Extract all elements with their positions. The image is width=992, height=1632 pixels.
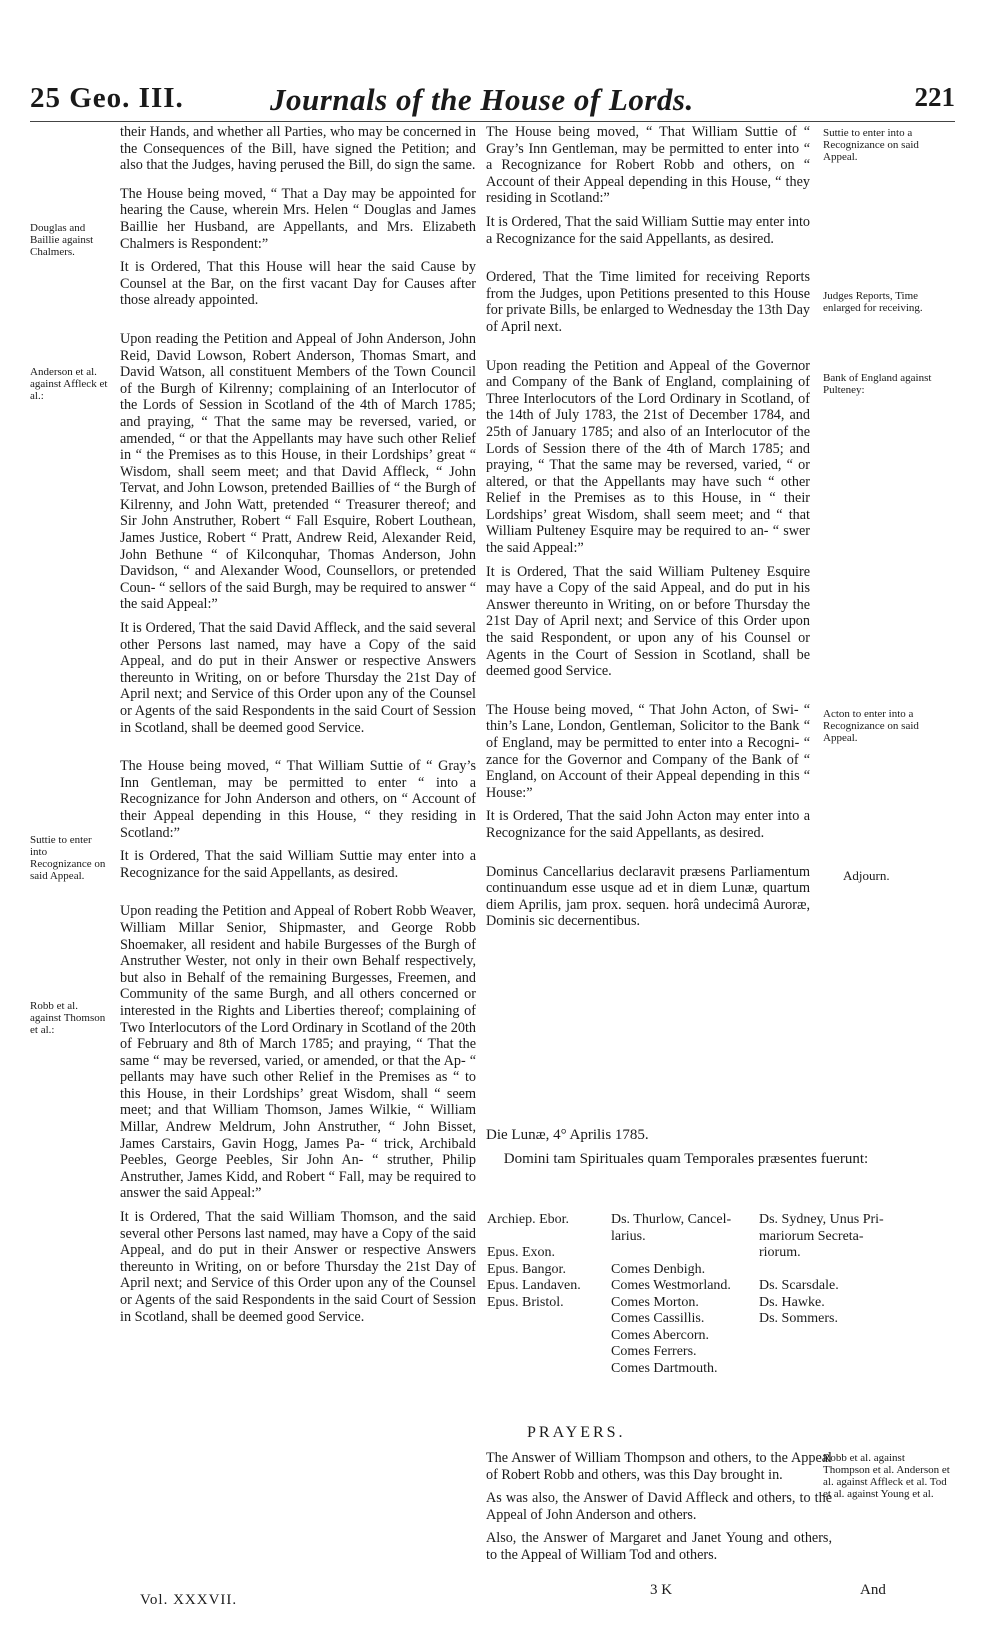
lord-entry: Epus. Bristol.: [487, 1294, 564, 1310]
paragraph: It is Ordered, That this House will hear the said Cause by Counsel at the Bar, on the first vacant Day for Causes after those already appointed.: [120, 259, 476, 309]
paragraph: their Hands, and whether all Parties, who may be concerned in the Consequences of the Bill, have signed the Petition; and also that the Judges, having perused the Bill, do sign the same.: [120, 124, 476, 174]
paragraph: It is Ordered, That the said John Acton may enter into a Recognizance for the said Appellants, as desired.: [486, 808, 810, 841]
paragraph: It is Ordered, That the said William Thomson, and the said several other Persons last named, may have a Copy of the said Appeal, and do put in their Answer or respective Answers thereunto in Writing, on or before Thursday the 21st Day of April next; and Service of this Order upon any of the Counsel or Agents of the said Respondents in the said Court of Session in Scotland, shall be deemed good Service.: [120, 1209, 476, 1325]
reign-year: 25 Geo. III.: [30, 82, 184, 114]
lord-entry: Comes Abercorn.: [611, 1327, 709, 1343]
lord-entry: Epus. Bangor.: [487, 1261, 566, 1277]
margin-note: Acton to enter into a Recognizance on said Appeal.: [823, 708, 919, 744]
paragraph: Ordered, That the Time limited for receiving Reports from the Judges, upon Petitions presented to this House for private Bills, be enlarged to Wednesday the 13th Day of April next.: [486, 269, 810, 335]
lord-entry: Comes Denbigh.: [611, 1261, 706, 1277]
margin-note: Suttie to enter into a Recognizance on said Appeal.: [823, 127, 919, 163]
paragraph: It is Ordered, That the said William Pulteney Esquire may have a Copy of the said Appeal, and do put in his Answer thereunto in Writing, on or before Thursday the 21st Day of April next; and Service of this Order upon the said Respondent, or upon any of his Counsel or Agents in the Court of Session in Scotland, shall be deemed good Service.: [486, 563, 810, 680]
paragraph: It is Ordered, That the said William Suttie may enter into a Recognizance for the said Appellants, as desired.: [120, 848, 476, 881]
page-header: [30, 82, 955, 118]
page-number: 221: [914, 82, 955, 112]
catchword: And: [860, 1582, 886, 1598]
lord-entry: Comes Westmorland.: [611, 1278, 731, 1293]
paragraph: Upon reading the Petition and Appeal of John Anderson, John Reid, David Lowson, Robert Anderson, Thomas Smart, and David Watson, all constituent Members of the Town Council of the Burgh of Kilrenny; complaining of an Interlocutor of the Lords of Session in Scotland of the 4th of March 1785; and praying, “ That the same may be reversed, varied, or amended, “ or that the Appellants may have such other Relief in “ the Premises as to this House, in their Lordships’ great “ Wisdom, shall seem meet; and that David Affleck, “ John Tervat, and John Lowson, pretended Baillies of “ the Burgh of Kilrenny, and John Watt, pretended “ Treasurer thereof; and Sir John Anstruther, Robert “ Fall Esquire, Robert Louthean, James Justice, Robert “ Pratt, Andrew Reid, Alexander Reid, John Bethune “ of Kilconquhar, Thomas Anderson, John Davidson, “ and Alexander Wood, Counsellors, or pretended Coun- “ sellors of the said Burgh, may be required to answer “ the said Appeal:”: [120, 330, 476, 613]
lord-entry: Comes Dartmouth.: [611, 1360, 718, 1376]
lord-entry: Ds. Scarsdale.: [759, 1278, 839, 1293]
lord-entry: Comes Cassillis.: [611, 1311, 705, 1326]
lord-entry: Archiep. Ebor.: [487, 1212, 570, 1227]
lord-entry: mariorum Secreta-: [759, 1228, 864, 1244]
right-column: [486, 124, 810, 930]
lord-entry: larius.: [611, 1228, 646, 1244]
paragraph: The Answer of William Thompson and others, to the Appeal of Robert Robb and others, was this Day brought in.: [486, 1450, 832, 1483]
prayers-heading: PRAYERS.: [527, 1424, 626, 1441]
paragraph: Also, the Answer of Margaret and Janet Young and others, to the Appeal of William Tod and others.: [486, 1530, 832, 1563]
lord-entry: [611, 1245, 731, 1262]
margin-note: Robb et al. against Thompson et al. Anderson et al. against Affleck et al. Tod et al. against Young et al.: [823, 1452, 950, 1500]
margin-note: Adjourn.: [843, 868, 890, 883]
lord-entry: Comes Ferrers.: [611, 1344, 697, 1359]
margin-note: Suttie to enter into Recognizance on said Appeal.: [30, 834, 106, 882]
lord-entry: Ds. Sommers.: [759, 1311, 838, 1326]
lord-entry: Ds. Sydney, Unus Pri-: [759, 1212, 884, 1227]
paragraph: As was also, the Answer of David Affleck and others, to the Appeal of John Anderson and others.: [486, 1490, 832, 1523]
lord-entry: riorum.: [759, 1245, 801, 1260]
lord-entry: [759, 1262, 884, 1279]
margin-note: Judges Reports, Time enlarged for receiving.: [823, 290, 923, 314]
lord-entry: Epus. Landaven.: [487, 1278, 581, 1293]
die-heading: Die Lunæ, 4° Aprilis 1785.: [486, 1127, 649, 1143]
running-title: Journals of the House of Lords.: [270, 82, 694, 117]
paragraph: It is Ordered, That the said William Suttie may enter into a Recognizance for the said Appellants, as desired.: [486, 213, 810, 247]
left-column: [120, 124, 476, 1325]
margin-note: Robb et al. against Thomson et al.:: [30, 1000, 106, 1036]
header-rule: [30, 121, 955, 122]
paragraph: It is Ordered, That the said David Affleck, and the said several other Persons last named, may have a Copy of the said Appeal, and do put in their Answer or respective Answers thereunto in Writing, on or before Thursday the 21st Day of April next; and Service of this Order upon any of the Counsel or Agents of the said Respondents in the said Court of Session in Scotland, shall be deemed good Service.: [120, 620, 476, 736]
lords-column-3: [759, 1212, 884, 1328]
lord-entry: Ds. Thurlow, Cancel-: [611, 1212, 732, 1227]
margin-note: Douglas and Baillie against Chalmers.: [30, 222, 94, 258]
paragraph: The House being moved, “ That a Day may be appointed for hearing the Cause, wherein Mrs. Helen “ Douglas and James Baillie her Husband, are Appellants, and Mrs. Elizabeth Chalmers is Respondent:”: [120, 185, 476, 252]
lord-entry: [487, 1229, 581, 1246]
lord-entry: Ds. Hawke.: [759, 1294, 825, 1310]
lords-column-2: [611, 1212, 731, 1377]
paragraph: The House being moved, “ That William Suttie of “ Gray’s Inn Gentleman, may be permitted to enter into “ a Recognizance for Robert Robb and others, on “ Account of their Appeal depending in this House, “ they residing in Scotland:”: [486, 124, 810, 207]
paragraph: Dominus Cancellarius declaravit præsens Parliamentum continuandum esse usque ad et in diem Lunæ, quartum diem Aprilis, jam prox. sequen. horâ undecimâ Auroræ, Dominis sic decernentibus.: [486, 863, 810, 930]
lord-entry: Epus. Exon.: [487, 1245, 556, 1260]
margin-note: Bank of England against Pulteney:: [823, 372, 932, 396]
paragraph: The House being moved, “ That John Acton, of Swi- “ thin’s Lane, London, Gentleman, Solicitor to the Bank “ of England, may be permitted to enter into a Recogni- “ zance for the Governor and Company of the Bank of “ England, on Account of their Appeal depending in this “ House:”: [486, 701, 810, 801]
paragraph: Upon reading the Petition and Appeal of the Governor and Company of the Bank of England, complaining of Three Interlocutors of the Lord Ordinary in Scotland, of the 14th of July 1783, the 21st of December 1784, and 25th of January 1785; and also of an Interlocutor of the Lords of Session there of the 4th of March 1785; and praying, “ That the same may be reversed, varied, “ or altered, or that the Appellants may have such “ other Relief in the Premises as to this House, in “ their Lordships’ great Wisdom, shall seem meet; and “ that William Pulteney Esquire may be required to an- “ swer the said Appeal:”: [486, 357, 810, 557]
lord-entry: Comes Morton.: [611, 1294, 699, 1310]
lords-column-1: [487, 1212, 581, 1311]
paragraph: The House being moved, “ That William Suttie of “ Gray’s Inn Gentleman, may be permitted to enter “ into a Recognizance for John Anderson and others, on “ Account of their Appeal depending in this House, “ they residing in Scotland:”: [120, 758, 476, 841]
answers-block: [486, 1450, 832, 1564]
domini-line: Domini tam Spirituales quam Temporales præsentes fuerunt:: [503, 1150, 869, 1167]
margin-note: Anderson et al. against Affleck et al.:: [30, 366, 108, 402]
paragraph: Upon reading the Petition and Appeal of Robert Robb Weaver, William Millar Senior, Shipmaster, and George Robb Shoemaker, all resident and habile Burgesses of the Burgh of Anstruther Wester, not only in their own Behalf respectively, but also in Behalf of the remaining Burgesses, Freemen, and Community of the same Burgh, and all others concerned or interested in the Rights and Liberties thereof; complaining of Two Interlocutors of the Lord Ordinary in Scotland of the 20th of February and 8th of March 1785; and praying, “ That the same “ may be reversed, varied, or amended, or that the Ap- “ pellants may have such other Relief in the Premises as “ to this House, in their Lordships’ great Wisdom, shall “ seem meet; and that William Thomson, James Wilkie, “ William Millar, Andrew Meldrum, John Anstruther, “ John Bisset, James Carstairs, Gavin Hogg, James Pa- “ trick, Archibald Peebles, George Peebles, Sir John An- “ struther, Philip Anstruther, James Kidd, and Robert “ Fall, may be required to answer the said Appeal:”: [120, 903, 476, 1202]
signature-mark: 3 K: [650, 1582, 673, 1598]
sitting-heading: [486, 1127, 886, 1167]
volume-label: Vol. XXXVII.: [140, 1592, 238, 1608]
